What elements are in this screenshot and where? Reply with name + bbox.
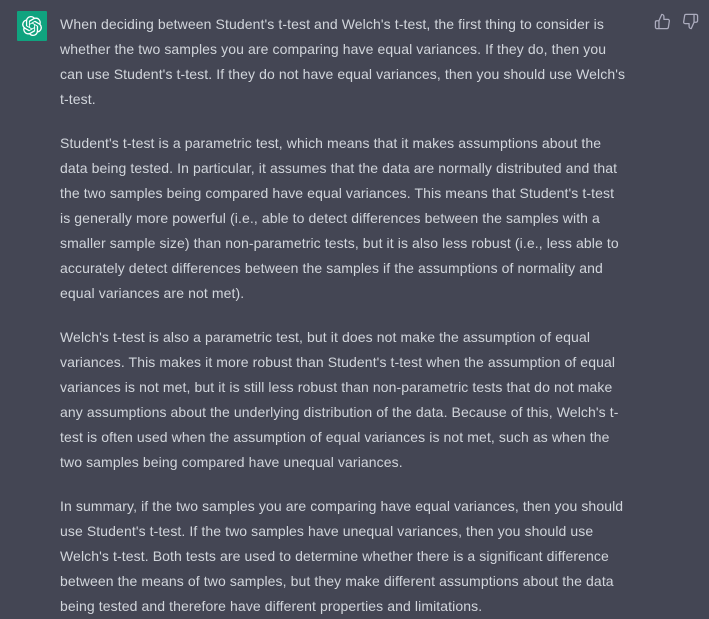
text-line: is generally more powerful (i.e., able to detect differences between the samples with a bbox=[60, 210, 600, 226]
text-line: variances is not met, but it is still less robust than non-parametric tests that do not make bbox=[60, 379, 613, 395]
assistant-avatar bbox=[17, 11, 47, 41]
text-line: whether the two samples you are comparing have equal variances. If they do, then you bbox=[60, 41, 607, 57]
text-line: When deciding between Student's t-test and Welch's t-test, the first thing to consider is bbox=[60, 16, 604, 32]
thumbs-up-button[interactable] bbox=[654, 13, 671, 30]
text-line: the two samples being compared have equal variances. This means that Student's t-test bbox=[60, 185, 615, 201]
text-line: Welch's t-test is also a parametric test, but it does not make the assumption of equal bbox=[60, 329, 591, 345]
paragraph-2 bbox=[60, 131, 641, 306]
text-line: being tested and therefore have different properties and limitations. bbox=[60, 598, 483, 614]
thumbs-up-icon bbox=[654, 13, 671, 30]
text-line: use Student's t-test. If the two samples have unequal variances, then you should use bbox=[60, 523, 594, 539]
thumbs-down-button[interactable] bbox=[682, 13, 699, 30]
text-line: t-test. bbox=[60, 91, 96, 107]
text-line: data being tested. In particular, it assumes that the data are normally distributed and that bbox=[60, 160, 618, 176]
paragraph-1 bbox=[60, 12, 641, 112]
thumbs-down-icon bbox=[682, 13, 699, 30]
feedback-actions bbox=[654, 13, 699, 30]
text-line: equal variances are not met). bbox=[60, 285, 245, 301]
paragraph-4 bbox=[60, 494, 641, 619]
text-line: accurately detect differences between the samples if the assumptions of normality and bbox=[60, 260, 603, 276]
text-line: Welch's t-test. Both tests are used to determine whether there is a significant difference bbox=[60, 548, 609, 564]
text-line: any assumptions about the underlying distribution of the data. Because of this, Welch's t- bbox=[60, 404, 619, 420]
text-line: smaller sample size) than non-parametric tests, but it is also less robust (i.e., less able to bbox=[60, 235, 619, 251]
text-line: In summary, if the two samples you are comparing have equal variances, then you should bbox=[60, 498, 624, 514]
text-line: can use Student's t-test. If they do not have equal variances, then you should use Welch's bbox=[60, 66, 626, 82]
text-line: variances. This makes it more robust than Student's t-test when the assumption of equal bbox=[60, 354, 616, 370]
text-line: Student's t-test is a parametric test, which means that it makes assumptions about the bbox=[60, 135, 602, 151]
text-line: two samples being compared have unequal variances. bbox=[60, 454, 403, 470]
text-line: between the means of two samples, but they make different assumptions about the data bbox=[60, 573, 614, 589]
assistant-message-text bbox=[60, 12, 641, 619]
paragraph-3 bbox=[60, 325, 641, 475]
openai-logo-icon bbox=[22, 16, 42, 36]
text-line: test is often used when the assumption of equal variances is not met, such as when the bbox=[60, 429, 610, 445]
